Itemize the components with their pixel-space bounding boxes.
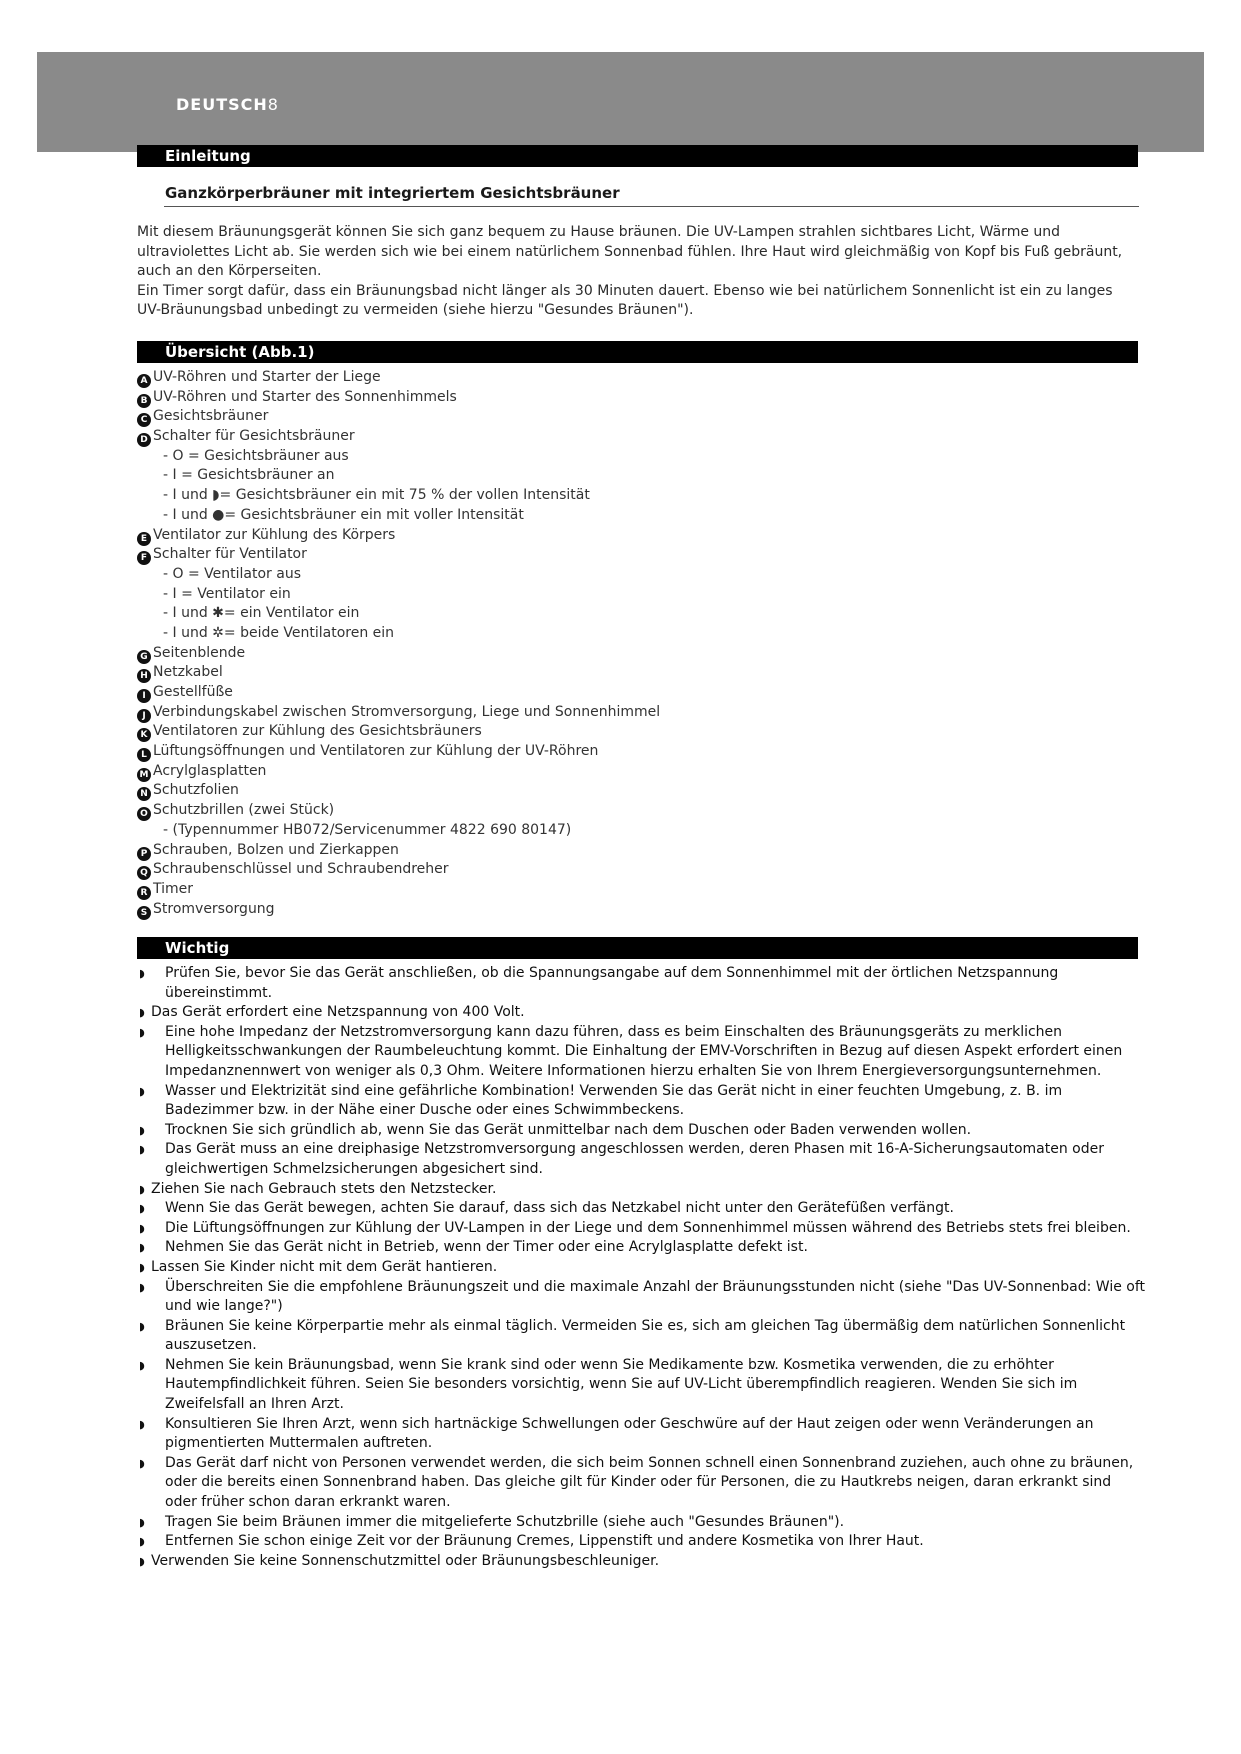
important-item-text: Eine hohe Impedanz der Netzstromversorgung kann dazu führen, dass es beim Einschalten des Bräunungsgeräts zu merklichen Helligkeitsschwankungen der Raumbeleuchtung kommt. Die Einhaltung der EMV-Vorschriften in Bezug auf diesen Aspekt erfordert einen Impedanznennwert von weniger als 0,3 Ohm. Weitere Informationen hierzu erhalten Sie von Ihrem Energieversorgungsunternehmen. bbox=[165, 1023, 1123, 1079]
bullet-icon: ◗ bbox=[139, 1006, 145, 1020]
bullet-icon: ◗ bbox=[139, 1241, 145, 1255]
overview-item-text: Schrauben, Bolzen und Zierkappen bbox=[153, 841, 399, 858]
letter-badge-icon: R bbox=[137, 886, 151, 900]
important-item bbox=[137, 1415, 1147, 1454]
overview-item-text: - I und ✱= ein Ventilator ein bbox=[163, 605, 360, 622]
section-bar-important: Wichtig bbox=[137, 937, 1138, 959]
bullet-icon: ◗ bbox=[139, 1084, 145, 1098]
overview-item-text: Netzkabel bbox=[153, 664, 223, 681]
important-item-text: Nehmen Sie das Gerät nicht in Betrieb, wenn der Timer oder eine Acrylglasplatte defekt ist. bbox=[165, 1239, 808, 1256]
letter-badge-icon: L bbox=[137, 748, 151, 762]
letter-badge-icon: S bbox=[137, 906, 151, 920]
overview-item bbox=[137, 466, 1137, 486]
letter-badge-icon: B bbox=[137, 394, 151, 408]
overview-item bbox=[137, 762, 1137, 782]
important-item bbox=[137, 1513, 1147, 1533]
bullet-icon: ◗ bbox=[139, 1123, 145, 1137]
overview-item-text: - O = Gesichtsbräuner aus bbox=[163, 447, 349, 464]
important-item-text: Trocknen Sie sich gründlich ab, wenn Sie das Gerät unmittelbar nach dem Duschen oder Baden verwenden wollen. bbox=[165, 1121, 972, 1138]
overview-item-text: Ventilator zur Kühlung des Körpers bbox=[153, 526, 396, 543]
overview-item bbox=[137, 644, 1137, 664]
important-item bbox=[137, 1278, 1147, 1317]
important-item bbox=[137, 1317, 1147, 1356]
bullet-icon: ◗ bbox=[139, 1202, 145, 1216]
bullet-icon: ◗ bbox=[139, 1535, 145, 1549]
overview-item-text: Lüftungsöffnungen und Ventilatoren zur Kühlung der UV-Röhren bbox=[153, 743, 599, 760]
important-item-text: Entfernen Sie schon einige Zeit vor der Bräunung Cremes, Lippenstift und andere Kosmetika von Ihrer Haut. bbox=[165, 1533, 924, 1550]
overview-item bbox=[137, 860, 1137, 880]
important-item-text: Lassen Sie Kinder nicht mit dem Gerät hantieren. bbox=[151, 1258, 498, 1275]
bullet-icon: ◗ bbox=[139, 1319, 145, 1333]
letter-badge-icon: P bbox=[137, 847, 151, 861]
overview-item bbox=[137, 526, 1137, 546]
letter-badge-icon: G bbox=[137, 650, 151, 664]
overview-item bbox=[137, 880, 1137, 900]
intro-paragraph: Mit diesem Bräunungsgerät können Sie sich ganz bequem zu Hause bräunen. Die UV-Lampen strahlen sichtbares Licht, Wärme und ultraviolettes Licht ab. Sie werden sich wie bei einem natürlichem Sonnenbad fühlen. Ihre Haut wird gleichmäßig von Kopf bis Fuß gebräunt, auch an den Körperseiten. bbox=[137, 224, 1123, 279]
important-item bbox=[137, 1082, 1147, 1121]
overview-item-text: Stromversorgung bbox=[153, 900, 275, 917]
important-item bbox=[137, 1121, 1147, 1141]
important-item-text: Das Gerät darf nicht von Personen verwendet werden, die sich beim Sonnen schnell einen Sonnenbrand zuziehen, auch ohne zu bräunen, oder die bereits einen Sonnenbrand haben. Das gleiche gilt für Kinder oder für Personen, die zu Hautkrebs neigen, daran erkrankt sind oder früher schon daran erkrankt waren. bbox=[165, 1454, 1134, 1511]
overview-item-text: UV-Röhren und Starter der Liege bbox=[153, 369, 381, 385]
important-item-text: Verwenden Sie keine Sonnenschutzmittel oder Bräunungsbeschleuniger. bbox=[151, 1552, 660, 1569]
overview-item-text: Ventilatoren zur Kühlung des Gesichtsbräuners bbox=[153, 723, 482, 740]
overview-item-text: - I und ✲= beide Ventilatoren ein bbox=[163, 624, 395, 641]
overview-item bbox=[137, 506, 1137, 526]
letter-badge-icon: A bbox=[137, 374, 151, 388]
letter-badge-icon: O bbox=[137, 807, 151, 821]
overview-item bbox=[137, 801, 1137, 821]
important-item bbox=[137, 1532, 1147, 1552]
important-item-text: Die Lüftungsöffnungen zur Kühlung der UV-Lampen in der Liege und dem Sonnenhimmel müssen während des Betriebs stets frei bleiben. bbox=[165, 1219, 1131, 1236]
bullet-icon: ◗ bbox=[139, 1280, 145, 1294]
overview-item-text: - I und ●= Gesichtsbräuner ein mit voller Intensität bbox=[163, 506, 524, 523]
page-header bbox=[176, 95, 278, 114]
overview-item bbox=[137, 427, 1137, 447]
language-label: DEUTSCH bbox=[176, 95, 268, 114]
overview-item-text: - I = Gesichtsbräuner an bbox=[163, 467, 335, 484]
important-item bbox=[137, 1454, 1147, 1513]
overview-item bbox=[137, 565, 1137, 585]
overview-item-text: Schraubenschlüssel und Schraubendreher bbox=[153, 861, 449, 878]
overview-item bbox=[137, 683, 1137, 703]
overview-item-text: Gestellfüße bbox=[153, 684, 233, 700]
overview-item bbox=[137, 663, 1137, 683]
important-item-text: Tragen Sie beim Bräunen immer die mitgelieferte Schutzbrille (siehe auch "Gesundes Bräunen"). bbox=[165, 1513, 845, 1530]
bullet-icon: ◗ bbox=[139, 1358, 145, 1372]
important-item-text: Wasser und Elektrizität sind eine gefährliche Kombination! Verwenden Sie das Gerät nicht in einer feuchten Umgebung, z. B. im Badezimmer bzw. in der Nähe einer Dusche oder eines Schwimmbeckens. bbox=[165, 1082, 1063, 1119]
section-bar-intro: Einleitung bbox=[137, 145, 1138, 167]
important-item-text: Überschreiten Sie die empfohlene Bräunungszeit und die maximale Anzahl der Bräunungsstunden nicht (siehe "Das UV-Sonnenbad: Wie oft und wie lange?") bbox=[165, 1278, 1146, 1315]
overview-item bbox=[137, 604, 1137, 624]
overview-item bbox=[137, 368, 1137, 388]
overview-item bbox=[137, 841, 1137, 861]
overview-item bbox=[137, 585, 1137, 605]
important-item bbox=[137, 1219, 1147, 1239]
overview-item-text: Gesichtsbräuner bbox=[153, 408, 269, 425]
overview-item bbox=[137, 781, 1137, 801]
overview-item-text: Schalter für Gesichtsbräuner bbox=[153, 428, 355, 445]
important-item-text: Bräunen Sie keine Körperpartie mehr als einmal täglich. Vermeiden Sie es, sich am gleichen Tag übermäßig dem natürlichen Sonnenlicht auszusetzen. bbox=[165, 1317, 1126, 1354]
overview-item-text: UV-Röhren und Starter des Sonnenhimmels bbox=[153, 388, 457, 405]
important-item bbox=[137, 1023, 1147, 1082]
overview-item bbox=[137, 722, 1137, 742]
important-item-text: Das Gerät erfordert eine Netzspannung von 400 Volt. bbox=[151, 1004, 525, 1021]
intro-text bbox=[137, 223, 1137, 321]
letter-badge-icon: Q bbox=[137, 866, 151, 880]
letter-badge-icon: E bbox=[137, 532, 151, 546]
important-item bbox=[137, 1552, 1147, 1572]
important-item bbox=[137, 1258, 1147, 1278]
overview-item-text: - I und ◗= Gesichtsbräuner ein mit 75 % der vollen Intensität bbox=[163, 487, 590, 504]
important-item-text: Konsultieren Sie Ihren Arzt, wenn sich hartnäckige Schwellungen oder Geschwüre auf der Haut zeigen oder wenn Veränderungen an pigmentierten Muttermalen auftreten. bbox=[165, 1415, 1094, 1452]
intro-subtitle: Ganzkörperbräuner mit integriertem Gesichtsbräuner bbox=[165, 184, 620, 202]
important-item bbox=[137, 1003, 1147, 1023]
bullet-icon: ◗ bbox=[139, 1260, 145, 1274]
overview-item bbox=[137, 407, 1137, 427]
bullet-icon: ◗ bbox=[139, 1515, 145, 1529]
overview-item bbox=[137, 486, 1137, 506]
overview-item-text: Verbindungskabel zwischen Stromversorgung, Liege und Sonnenhimmel bbox=[153, 703, 661, 720]
overview-item-text: - (Typennummer HB072/Servicenummer 4822 690 80147) bbox=[163, 821, 572, 838]
overview-item bbox=[137, 624, 1137, 644]
overview-item-text: Seitenblende bbox=[153, 644, 246, 661]
overview-item bbox=[137, 900, 1137, 920]
important-item-text: Prüfen Sie, bevor Sie das Gerät anschließen, ob die Spannungsangabe auf dem Sonnenhimmel mit der örtlichen Netzspannung übereinstimmt. bbox=[165, 965, 1059, 1001]
important-item bbox=[137, 1199, 1147, 1219]
divider bbox=[164, 206, 1139, 207]
letter-badge-icon: H bbox=[137, 669, 151, 683]
letter-badge-icon: J bbox=[137, 709, 151, 723]
letter-badge-icon: C bbox=[137, 413, 151, 427]
overview-item-text: Schutzbrillen (zwei Stück) bbox=[153, 802, 335, 819]
bullet-icon: ◗ bbox=[139, 1025, 145, 1039]
overview-item bbox=[137, 703, 1137, 723]
overview-item bbox=[137, 545, 1137, 565]
page-number: 8 bbox=[267, 95, 278, 114]
letter-badge-icon: M bbox=[137, 768, 151, 782]
intro-paragraph: Ein Timer sorgt dafür, dass ein Bräunungsbad nicht länger als 30 Minuten dauert. Ebenso wie bei natürlichem Sonnenlicht ist ein zu langes UV-Bräunungsbad unbedingt zu vermeiden (siehe hierzu "Gesundes Bräunen"). bbox=[137, 282, 1113, 318]
important-item-text: Nehmen Sie kein Bräunungsbad, wenn Sie krank sind oder wenn Sie Medikamente bzw. Kosmetika verwenden, die zu erhöhter Hautempfindlichkeit führen. Seien Sie besonders vorsichtig, wenn Sie auf UV-Licht überempfindlich reagieren. Wenden Sie sich im Zweifelsfall an Ihren Arzt. bbox=[165, 1356, 1078, 1413]
overview-item-text: Schutzfolien bbox=[153, 782, 239, 799]
important-item bbox=[137, 1140, 1147, 1179]
important-item-text: Das Gerät muss an eine dreiphasige Netzstromversorgung angeschlossen werden, deren Phasen mit 16-A-Sicherungsautomaten oder gleichwertigen Schmelzsicherungen abgesichert sind. bbox=[165, 1141, 1105, 1177]
bullet-icon: ◗ bbox=[139, 1182, 145, 1196]
section-bar-overview: Übersicht (Abb.1) bbox=[137, 341, 1138, 363]
bullet-icon: ◗ bbox=[139, 1554, 145, 1568]
overview-item-text: Timer bbox=[153, 880, 194, 897]
bullet-icon: ◗ bbox=[139, 1221, 145, 1235]
overview-list bbox=[137, 368, 1137, 919]
bullet-icon: ◗ bbox=[139, 1417, 145, 1431]
important-item-text: Wenn Sie das Gerät bewegen, achten Sie darauf, dass sich das Netzkabel nicht unter den Gerätefüßen verfängt. bbox=[165, 1200, 954, 1217]
letter-badge-icon: N bbox=[137, 787, 151, 801]
important-item bbox=[137, 1238, 1147, 1258]
letter-badge-icon: I bbox=[137, 689, 151, 703]
bullet-icon: ◗ bbox=[139, 1143, 145, 1157]
overview-item bbox=[137, 447, 1137, 467]
important-item bbox=[137, 1180, 1147, 1200]
letter-badge-icon: F bbox=[137, 551, 151, 565]
overview-item-text: - O = Ventilator aus bbox=[163, 565, 301, 582]
overview-item-text: - I = Ventilator ein bbox=[163, 585, 291, 602]
overview-item bbox=[137, 821, 1137, 841]
overview-item-text: Acrylglasplatten bbox=[153, 762, 267, 779]
important-item-text: Ziehen Sie nach Gebrauch stets den Netzstecker. bbox=[151, 1180, 497, 1197]
letter-badge-icon: D bbox=[137, 433, 151, 447]
bullet-icon: ◗ bbox=[139, 967, 145, 980]
important-item bbox=[137, 964, 1147, 1003]
overview-item bbox=[137, 388, 1137, 408]
letter-badge-icon: K bbox=[137, 728, 151, 742]
bullet-icon: ◗ bbox=[139, 1456, 145, 1470]
overview-item-text: Schalter für Ventilator bbox=[153, 546, 307, 563]
important-list bbox=[137, 964, 1147, 1571]
overview-item bbox=[137, 742, 1137, 762]
important-item bbox=[137, 1356, 1147, 1415]
